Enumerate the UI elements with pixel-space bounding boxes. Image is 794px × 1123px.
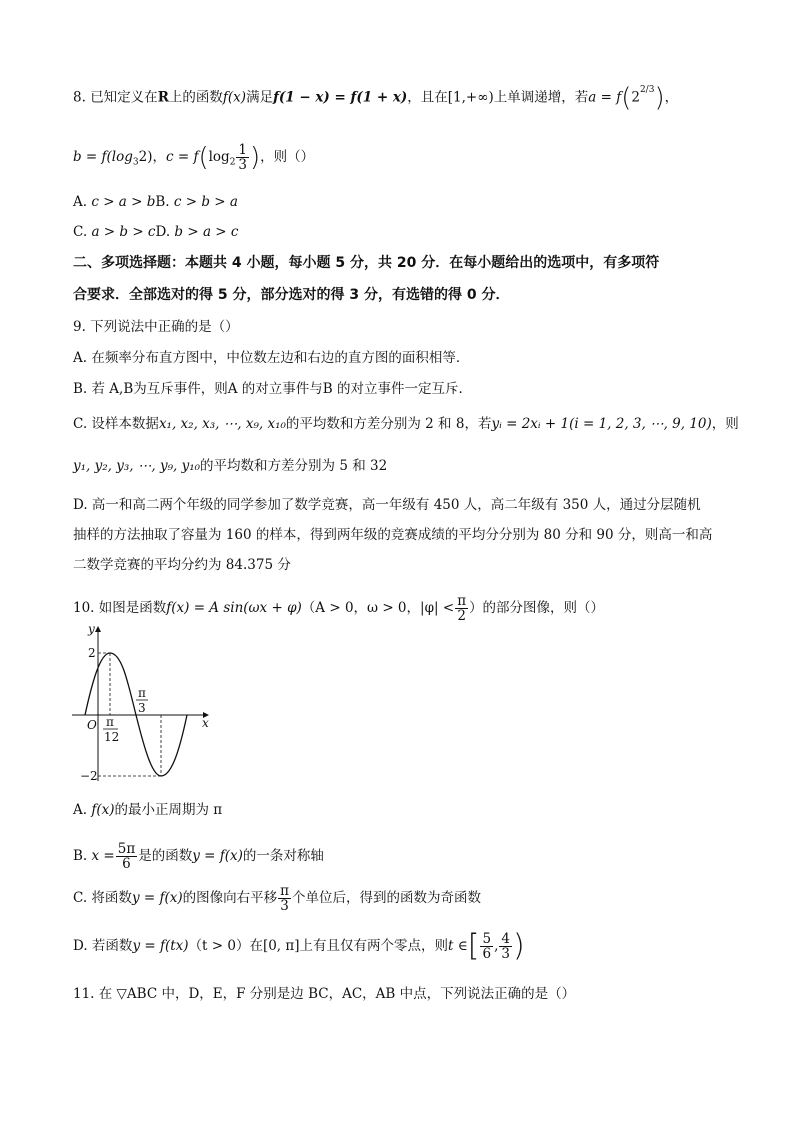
q10-fraction-pi-over-2: $\frac{\pi}{2}$ xyxy=(457,593,467,624)
q8-option-d[interactable]: b > a > c xyxy=(174,224,239,240)
q8-stem-line1: 8. 已知定义在R上的函数f(x)满足f(1 − x) = f(1 + x)，且在[1,+∞)上单调递增，若$a = f(2^{2/3})$， xyxy=(73,83,679,113)
q10-stem: 10. 如图是函数f(x) = A sin(ωx + φ)（A > 0，ω > 0，|φ| < $\frac{\pi}{2}$ ）的部分图像，则（） xyxy=(73,593,605,624)
q8-options-cd: C. a > b > cD. b > a > c xyxy=(73,224,239,240)
q8-option-a[interactable]: c > a > b xyxy=(91,194,156,210)
y-max-label: 2 xyxy=(88,646,96,660)
q10-option-d[interactable]: D. 若函数y = f(tx)（t > 0）在[0, π]上有且仅有两个零点，则t ∈[ $\frac{5}{6}$ , $\frac{4}{3}$ ) xyxy=(73,928,525,964)
section-heading-line2: 合要求．全部选对的得 5 分，部分选对的得 3 分，有选错的得 0 分． xyxy=(73,287,510,303)
q9-option-c-line1[interactable]: C. 设样本数据x₁, x₂, x₃, ⋯, x₉, x₁₀的平均数和方差分别为 2 和 8，若yᵢ = 2xᵢ + 1(i = 1, 2, 3, ⋯, 9, 10)，则 xyxy=(73,416,739,432)
tick-pi-12-num: π xyxy=(106,715,114,729)
q9-option-c-line2: y₁, y₂, y₃, ⋯, y₉, y₁₀的平均数和方差分别为 5 和 32 xyxy=(73,458,388,474)
q10-sine-graph xyxy=(70,623,220,783)
q8-stem-line2: $b = f(\log_32)$，$c = f(\log_2$ $\frac{1}{3}$ )，则（） xyxy=(73,142,315,173)
q9-option-a[interactable]: A. 在频率分布直方图中，中位数左边和右边的直方图的面积相等． xyxy=(73,350,470,366)
q8-fraction-one-third: $\frac{1}{3}$ xyxy=(238,142,248,173)
q8-option-b[interactable]: c > b > a xyxy=(173,194,238,210)
q10-option-a[interactable]: A. f(x)的最小正周期为 π xyxy=(73,802,223,818)
q9-option-d-line1[interactable]: D. 高一和高二两个年级的同学参加了数学竞赛，高一年级有 450 人，高二年级有 350 人，通过分层随机 xyxy=(73,497,701,513)
tick-pi-12-den: 12 xyxy=(104,730,120,744)
q8-option-c[interactable]: a > b > c xyxy=(91,224,156,240)
q9-option-b[interactable]: B. 若 A,B为互斥事件，则A 的对立事件与B 的对立事件一定互斥． xyxy=(73,381,473,397)
x-axis-label: x xyxy=(202,716,209,730)
q8-symmetry-condition: f(1 − x) = f(1 + x) xyxy=(273,89,408,106)
q10-option-c[interactable]: C. 将函数y = f(x)的图像向右平移 $\frac{\pi}{3}$ 个单位后，得到的函数为奇函数 xyxy=(73,883,481,914)
q9-option-d-line2: 抽样的方法抽取了容量为 160 的样本，得到两年级的竞赛成绩的平均分分别为 80 分和 90 分，则高一和高 xyxy=(73,527,713,543)
q10-function: f(x) = A sin(ωx + φ) xyxy=(166,600,302,616)
tick-pi-3-den: 3 xyxy=(138,701,146,715)
q9-option-d-line3: 二数学竞赛的平均分约为 84.375 分 xyxy=(73,557,291,573)
y-axis-label: y xyxy=(88,623,95,636)
q8-options-ab: A. c > a > bB. c > b > a xyxy=(73,194,238,210)
y-min-label: −2 xyxy=(80,769,98,783)
tick-pi-3-num: π xyxy=(138,686,146,700)
q8-number: 8. xyxy=(73,89,86,106)
q11-stem: 11. 在 ▽ABC 中，D，E，F 分别是边 BC，AC，AB 中点，下列说法正确的是（） xyxy=(73,986,576,1002)
section-heading-line1: 二、多项选择题：本题共 4 小题，每小题 5 分，共 20 分．在每小题给出的选项中，有多项符 xyxy=(73,255,660,271)
q9-stem: 9. 下列说法中正确的是（） xyxy=(73,319,239,335)
origin-label: O xyxy=(87,718,97,732)
q10-option-b[interactable]: B. x = $\frac{5\pi}{6}$ 是的函数y = f(x)的一条对称轴 xyxy=(73,841,324,872)
